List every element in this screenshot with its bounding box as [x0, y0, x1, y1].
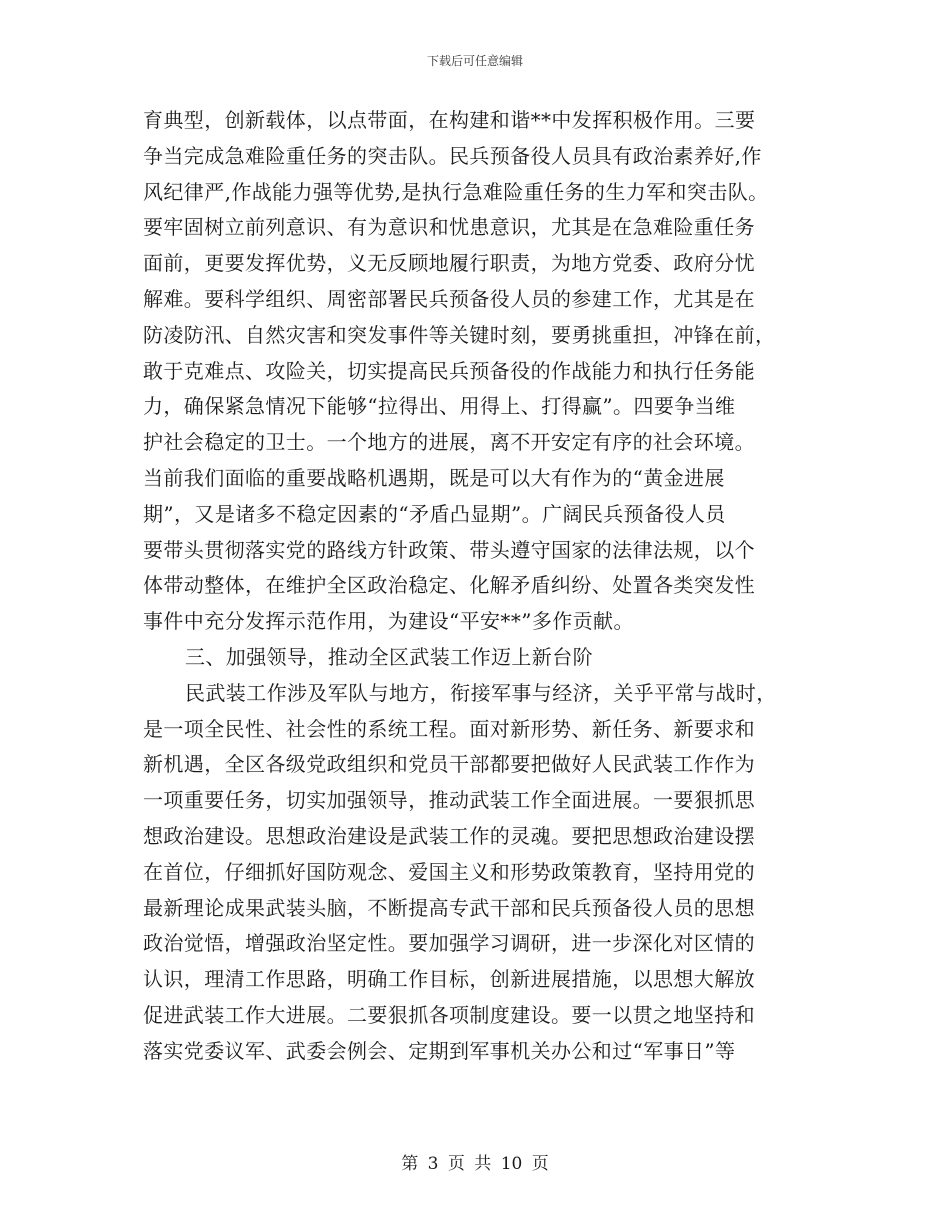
- text-line: 敢于克难点、攻险关，切实提高民兵预备役的作战能力和执行任务能: [143, 358, 755, 383]
- text-line: 期”，又是诸多不稳定因素的“矛盾凸显期”。广阔民兵预备役人员: [143, 501, 726, 526]
- text-line: 解难。要科学组织、周密部署民兵预备役人员的参建工作，尤其是在: [143, 286, 755, 311]
- text-line: 要带头贯彻落实党的路线方针政策、带头遵守国家的法律法规，以个: [143, 537, 755, 562]
- text-line: 当前我们面临的重要战略机遇期，既是可以大有作为的“黄金进展: [143, 465, 725, 490]
- page-number-footer: 第 3 页 共 10 页: [401, 1154, 549, 1174]
- text-line: 事件中充分发挥示范作用，为建设“平安**”多作贡献。: [143, 609, 634, 634]
- text-line: 在首位，仔细抓好国防观念、爱国主义和形势政策教育，坚持用党的: [143, 859, 755, 884]
- text-line: 争当完成急难险重任务的突击队。民兵预备役人员具有政治素养好,作: [143, 143, 762, 168]
- text-line: 政治觉悟，增强政治坚定性。要加强学习调研，进一步深化对区情的: [143, 931, 755, 956]
- document-body: [143, 103, 807, 1070]
- text-line: 体带动整体，在维护全区政治稳定、化解矛盾纠纷、处置各类突发性: [143, 573, 755, 598]
- text-line: 一项重要任务，切实加强领导，推动武装工作全面进展。一要狠抓思: [143, 788, 755, 813]
- page-header: 下载后可任意编辑: [426, 54, 523, 68]
- paragraph-first-line: 民武装工作涉及军队与地方，衔接军事与经济，关乎平常与战时，: [185, 680, 777, 705]
- text-line: 面前，更要发挥优势，义无反顾地履行职责，为地方党委、政府分忧: [143, 251, 755, 276]
- text-line: 认识，理清工作思路，明确工作目标，创新进展措施，以思想大解放: [143, 967, 755, 992]
- text-line: 力，确保紧急情况下能够“拉得出、用得上、打得赢”。四要争当维: [143, 394, 736, 419]
- text-line: 育典型，创新载体，以点带面，在构建和谐**中发挥积极作用。三要: [143, 108, 756, 132]
- text-line: 风纪律严,作战能力强等优势,是执行急难险重任务的生力军和突击队。: [143, 179, 769, 204]
- text-line: 新机遇，全区各级党政组织和党员干部都要把做好人民武装工作作为: [143, 752, 755, 777]
- text-line: 护社会稳定的卫士。一个地方的进展，离不开安定有序的社会环境。: [143, 430, 755, 455]
- text-line: 落实党委议军、武委会例会、定期到军事机关办公和过“军事日”等: [143, 1038, 736, 1063]
- section-heading: 三、加强领导，推动全区武装工作迈上新台阶: [185, 644, 593, 669]
- text-line: 促进武装工作大进展。二要狠抓各项制度建设。要一以贯之地坚持和: [143, 1002, 755, 1027]
- text-line: 最新理论成果武装头脑，不断提高专武干部和民兵预备役人员的思想: [143, 895, 755, 920]
- text-line: 想政治建设。思想政治建设是武装工作的灵魂。要把思想政治建设摆: [143, 823, 755, 848]
- text-line: 要牢固树立前列意识、有为意识和忧患意识，尤其是在急难险重任务: [143, 215, 755, 240]
- text-line: 是一项全民性、社会性的系统工程。面对新形势、新任务、新要求和: [143, 716, 755, 741]
- text-line: 防凌防汛、自然灾害和突发事件等关键时刻，要勇挑重担，冲锋在前，: [143, 322, 776, 347]
